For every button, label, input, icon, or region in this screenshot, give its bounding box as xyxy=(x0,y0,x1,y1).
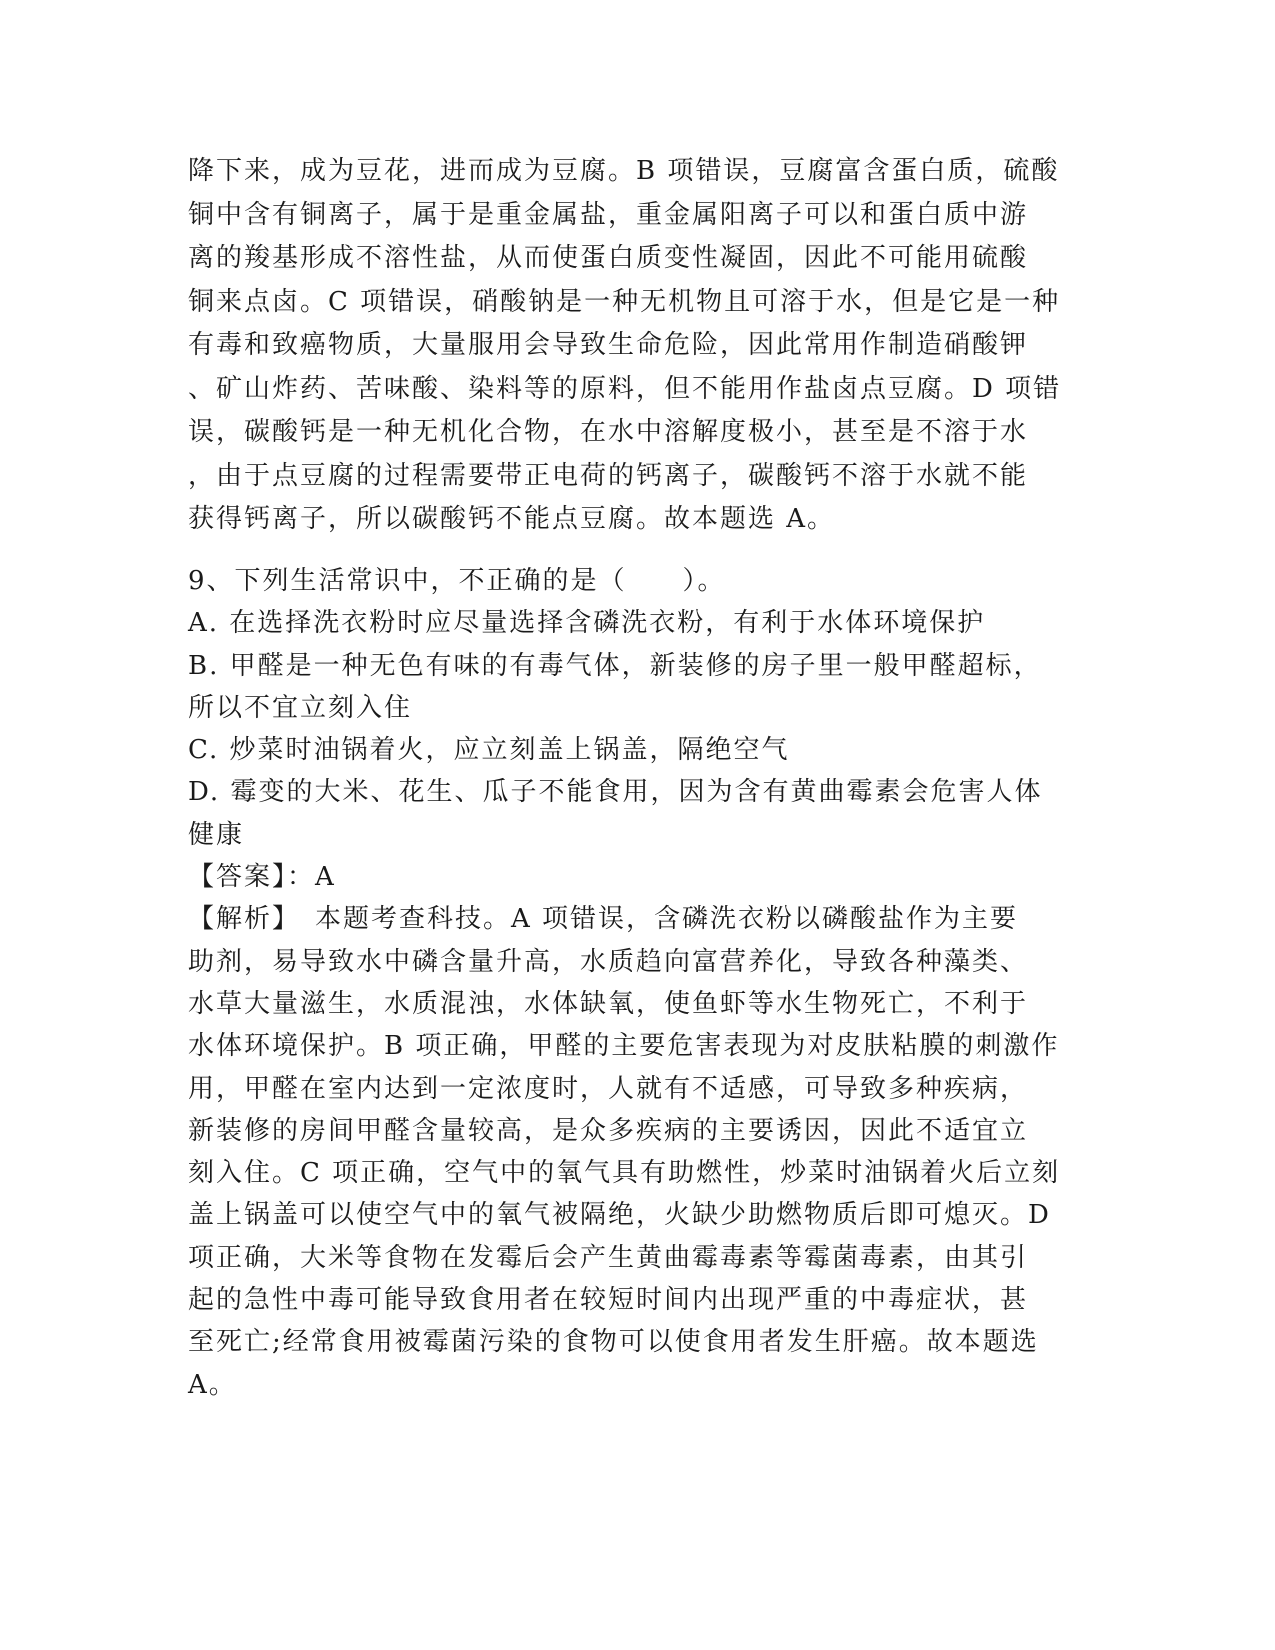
question-stem: 9、下列生活常识中，不正确的是（ ）。 xyxy=(188,566,726,596)
answer-line: 【答案】：A xyxy=(188,862,336,893)
text-line: 有毒和致癌物质，大量服用会导致生命危险，因此常用作制造硝酸钾 xyxy=(188,330,1029,360)
text-line: ，由于点豆腐的过程需要带正电荷的钙离子，碳酸钙不溶于水就不能 xyxy=(188,460,1029,491)
analysis-line: 水体环境保护。B 项正确，甲醛的主要危害表现为对皮肤粘膜的刺激作 xyxy=(188,1031,1060,1062)
option-d-continued: 健康 xyxy=(188,819,245,850)
option-a: A. 在选择洗衣粉时应尽量选择含磷洗衣粉，有利于水体环境保护 xyxy=(188,608,986,639)
text-line: 铜来点卤。C 项错误，硝酸钠是一种无机物且可溶于水，但是它是一种 xyxy=(188,286,1061,317)
analysis-line: 项正确，大米等食物在发霉后会产生黄曲霉毒素等霉菌毒素，由其引 xyxy=(188,1242,1029,1273)
analysis-line: 【解析】 本题考查科技。A 项错误，含磷洗衣粉以磷酸盐作为主要 xyxy=(188,904,1019,935)
analysis-line: 助剂，易导致水中磷含量升高，水质趋向富营养化，导致各种藻类、 xyxy=(188,946,1029,977)
option-b: B. 甲醛是一种无色有味的有毒气体，新装修的房子里一般甲醛超标， xyxy=(188,650,1042,681)
option-c: C. 炒菜时油锅着火，应立刻盖上锅盖，隔绝空气 xyxy=(188,735,790,766)
previous-explanation-continuation xyxy=(188,150,1078,542)
text-line: 、矿山炸药、苦味酸、染料等的原料，但不能用作盐卤点豆腐。D 项错 xyxy=(188,373,1062,404)
question-9 xyxy=(188,560,1078,1406)
analysis-line: 用，甲醛在室内达到一定浓度时，人就有不适感，可导致多种疾病， xyxy=(188,1073,1029,1104)
analysis-line: 新装修的房间甲醛含量较高，是众多疾病的主要诱因，因此不适宜立 xyxy=(188,1115,1029,1146)
option-d: D. 霉变的大米、花生、瓜子不能食用，因为含有黄曲霉素会危害人体 xyxy=(188,777,1043,808)
analysis-line: 盖上锅盖可以使空气中的氧气被隔绝，火缺少助燃物质后即可熄灭。D xyxy=(188,1200,1051,1231)
text-line: 降下来，成为豆花，进而成为豆腐。B 项错误，豆腐富含蛋白质，硫酸 xyxy=(188,156,1060,186)
analysis-line: A。 xyxy=(188,1369,237,1400)
analysis-line: 至死亡;经常食用被霉菌污染的食物可以使食用者发生肝癌。故本题选 xyxy=(188,1327,1039,1358)
text-line: 获得钙离子，所以碳酸钙不能点豆腐。故本题选 A。 xyxy=(188,504,836,534)
analysis-line: 刻入住。C 项正确，空气中的氧气具有助燃性，炒菜时油锅着火后立刻 xyxy=(188,1158,1061,1189)
text-line: 铜中含有铜离子，属于是重金属盐，重金属阳离子可以和蛋白质中游 xyxy=(188,199,1029,230)
analysis-line: 水草大量滋生，水质混浊，水体缺氧，使鱼虾等水生物死亡，不利于 xyxy=(188,988,1029,1019)
analysis-line: 起的急性中毒可能导致食用者在较短时间内出现严重的中毒症状，甚 xyxy=(188,1285,1029,1316)
text-line: 离的羧基形成不溶性盐，从而使蛋白质变性凝固，因此不可能用硫酸 xyxy=(188,243,1029,273)
option-b-continued: 所以不宜立刻入住 xyxy=(188,692,413,723)
text-line: 误，碳酸钙是一种无机化合物，在水中溶解度极小，甚至是不溶于水 xyxy=(188,417,1029,447)
